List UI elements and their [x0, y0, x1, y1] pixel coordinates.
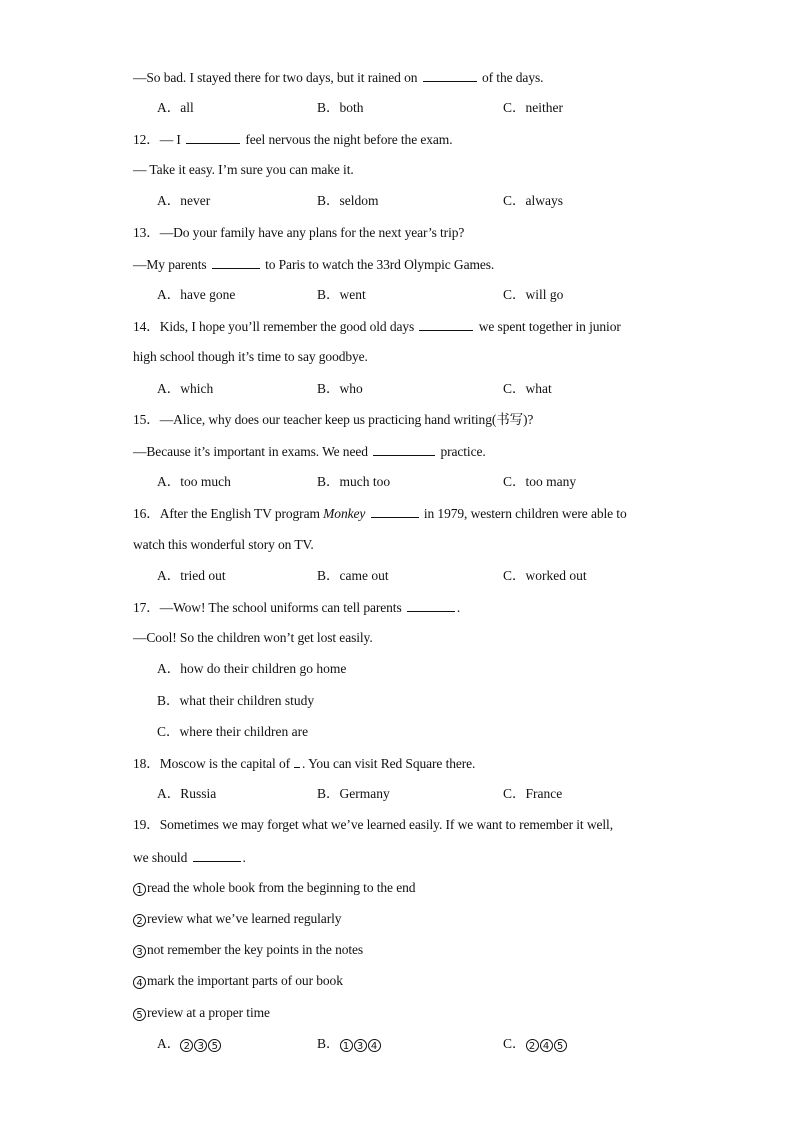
circled-number: 3	[133, 945, 146, 958]
q19-question: 19．Sometimes we may forget what we’ve learned easily. If we want to remember it well,	[133, 817, 613, 832]
circled-number: 5	[133, 1008, 146, 1021]
answer-blank	[373, 443, 435, 456]
q19-option-b: B． 1 3 4	[317, 1036, 382, 1052]
q14-option-a: A．which	[157, 381, 214, 396]
circled-number: 3	[194, 1039, 207, 1052]
program-title: Monkey	[323, 506, 366, 521]
answer-blank	[186, 131, 240, 144]
q14-question: 14．Kids, I hope you’ll remember the good old days we spent together in junior	[133, 319, 621, 334]
q16-question-cont: watch this wonderful story on TV.	[133, 537, 314, 552]
q19-item-5: 5 review at a proper time	[133, 1005, 270, 1021]
q11-answer-line: —So bad. I stayed there for two days, but it rained on of the days.	[133, 70, 544, 85]
q12-option-a: A．never	[157, 193, 211, 208]
q17-option-c: C．where their children are	[157, 724, 309, 739]
q14-question-cont: high school though it’s time to say goodbye.	[133, 349, 368, 364]
q11-option-c: C．neither	[503, 100, 563, 115]
q17-option-a: A．how do their children go home	[157, 661, 347, 676]
q13-option-c: C．will go	[503, 287, 564, 302]
answer-blank	[423, 69, 477, 82]
q16-option-b: B．came out	[317, 568, 389, 583]
q12-option-c: C．always	[503, 193, 563, 208]
circled-number: 4	[133, 976, 146, 989]
circled-number: 5	[554, 1039, 567, 1052]
answer-blank	[294, 755, 300, 768]
circled-number: 3	[354, 1039, 367, 1052]
q19-item-1: 1 read the whole book from the beginning to the end	[133, 880, 415, 896]
q12-question: 12．— I feel nervous the night before the exam.	[133, 132, 453, 147]
answer-blank	[407, 599, 455, 612]
q19-option-c: C． 2 4 5	[503, 1036, 568, 1052]
q17-reply: —Cool! So the children won’t get lost easily.	[133, 630, 373, 645]
q19-item-2: 2 review what we’ve learned regularly	[133, 911, 341, 927]
q14-option-b: B．who	[317, 381, 363, 396]
q19-item-4: 4 mark the important parts of our book	[133, 973, 343, 989]
circled-number: 5	[208, 1039, 221, 1052]
q14-option-c: C．what	[503, 381, 552, 396]
q12-option-b: B．seldom	[317, 193, 379, 208]
q15-option-b: B．much too	[317, 474, 391, 489]
q16-option-a: A．tried out	[157, 568, 226, 583]
q15-option-c: C．too many	[503, 474, 577, 489]
q18-option-b: B．Germany	[317, 786, 390, 801]
q16-question: 16．After the English TV program Monkey in 1979, western children were able to	[133, 506, 627, 521]
q15-reply: —Because it’s important in exams. We need practice.	[133, 444, 486, 459]
q19-item-3: 3 not remember the key points in the notes	[133, 942, 363, 958]
circled-number: 2	[526, 1039, 539, 1052]
q11-option-b: B．both	[317, 100, 364, 115]
q19-question-cont: we should .	[133, 850, 246, 865]
q16-option-c: C．worked out	[503, 568, 587, 583]
q15-question: 15．—Alice, why does our teacher keep us practicing hand writing(书写)?	[133, 412, 534, 427]
q18-option-c: C．France	[503, 786, 563, 801]
q13-reply: —My parents to Paris to watch the 33rd Olympic Games.	[133, 257, 495, 272]
circled-number: 4	[368, 1039, 381, 1052]
q18-question: 18．Moscow is the capital of . You can visit Red Square there.	[133, 756, 476, 771]
answer-blank	[371, 505, 419, 518]
circled-number: 1	[340, 1039, 353, 1052]
answer-blank	[212, 256, 260, 269]
circled-number: 4	[540, 1039, 553, 1052]
q17-question: 17．—Wow! The school uniforms can tell parents .	[133, 600, 461, 615]
answer-blank	[419, 318, 473, 331]
q18-option-a: A．Russia	[157, 786, 217, 801]
q13-option-b: B．went	[317, 287, 366, 302]
answer-blank	[193, 849, 241, 862]
q17-option-b: B．what their children study	[157, 693, 315, 708]
circled-number: 2	[133, 914, 146, 927]
q11-option-a: A．all	[157, 100, 194, 115]
q15-option-a: A．too much	[157, 474, 231, 489]
circled-number: 1	[133, 883, 146, 896]
q13-option-a: A．have gone	[157, 287, 236, 302]
q13-question: 13．—Do your family have any plans for the next year’s trip?	[133, 225, 465, 240]
q12-reply: — Take it easy. I’m sure you can make it.	[133, 162, 354, 177]
q19-option-a: A． 2 3 5	[157, 1036, 222, 1052]
circled-number: 2	[180, 1039, 193, 1052]
